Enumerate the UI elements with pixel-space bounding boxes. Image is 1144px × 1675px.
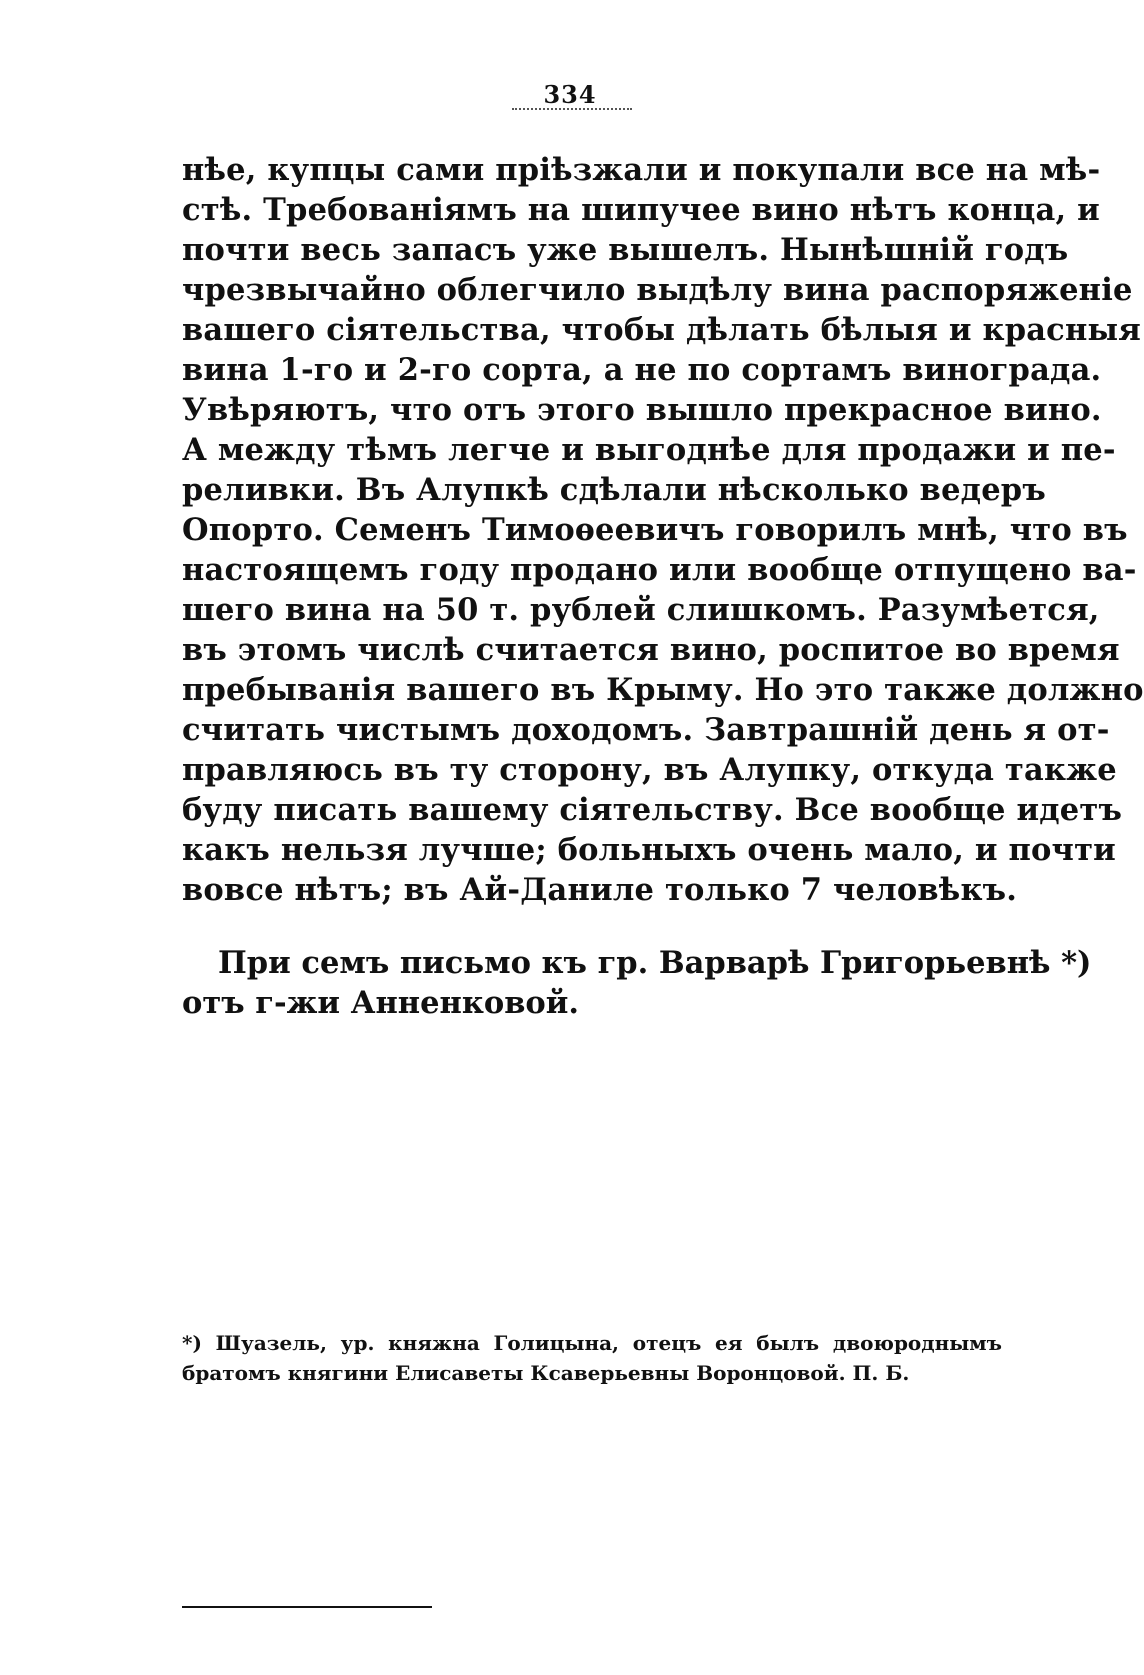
body-line: шего вина на 50 т. рублей слишкомъ. Разумѣется, [182, 592, 1100, 628]
body-line: правляюсь въ ту сторону, въ Алупку, откуда также [182, 752, 1117, 788]
body-line: Опорто. Семенъ Тимоѳеевичъ говорилъ мнѣ, что въ [182, 512, 1128, 548]
body-line: вина 1-го и 2-го сорта, а не по сортамъ винограда. [182, 352, 1102, 388]
body-line: А между тѣмъ легче и выгоднѣе для продажи и пе- [182, 432, 1116, 468]
body-line: пребыванія вашего въ Крыму. Но это также должно [182, 672, 1144, 708]
body-line: нѣе, купцы сами пріѣзжали и покупали все на мѣ- [182, 152, 1101, 188]
body-line: Увѣряютъ, что отъ этого вышло прекрасное вино. [182, 392, 1102, 428]
body-line: настоящемъ году продано или вообще отпущено ва- [182, 552, 1137, 588]
footnote-line: *) Шуазель, ур. княжна Голицына, отецъ ея былъ двоюроднымъ [182, 1331, 1002, 1355]
page-number-ornament [512, 108, 632, 118]
body-line: буду писать вашему сіятельству. Все вообще идетъ [182, 792, 1123, 828]
page-number: 334 [543, 80, 597, 109]
enclosure-note-line: отъ г-жи Анненковой. [182, 985, 580, 1021]
footnote-line: братомъ княгини Елисаветы Ксаверьевны Воронцовой. П. Б. [182, 1361, 910, 1385]
footnote [182, 1328, 1002, 1388]
footnote-divider [182, 1606, 432, 1608]
body-line: стѣ. Требованіямъ на шипучее вино нѣтъ конца, и [182, 192, 1100, 228]
body-line: реливки. Въ Алупкѣ сдѣлали нѣсколько ведеръ [182, 472, 1046, 508]
body-line: почти весь запасъ уже вышелъ. Нынѣшній годъ [182, 232, 1069, 268]
body-line: вовсе нѣтъ; въ Ай-Даниле только 7 человѣкъ. [182, 872, 1018, 908]
body-line: въ этомъ числѣ считается вино, роспитое во время [182, 632, 1120, 668]
body-line: вашего сіятельства, чтобы дѣлать бѣлыя и красныя [182, 312, 1141, 348]
body-line: какъ нельзя лучше; больныхъ очень мало, и почти [182, 832, 1116, 868]
body-line: чрезвычайно облегчило выдѣлу вина распоряженіе [182, 272, 1133, 308]
enclosure-note-line: При семъ письмо къ гр. Варварѣ Григорьевнѣ *) [218, 945, 1092, 981]
body-paragraph [182, 150, 1144, 910]
body-line: считать чистымъ доходомъ. Завтрашній день я от- [182, 712, 1110, 748]
